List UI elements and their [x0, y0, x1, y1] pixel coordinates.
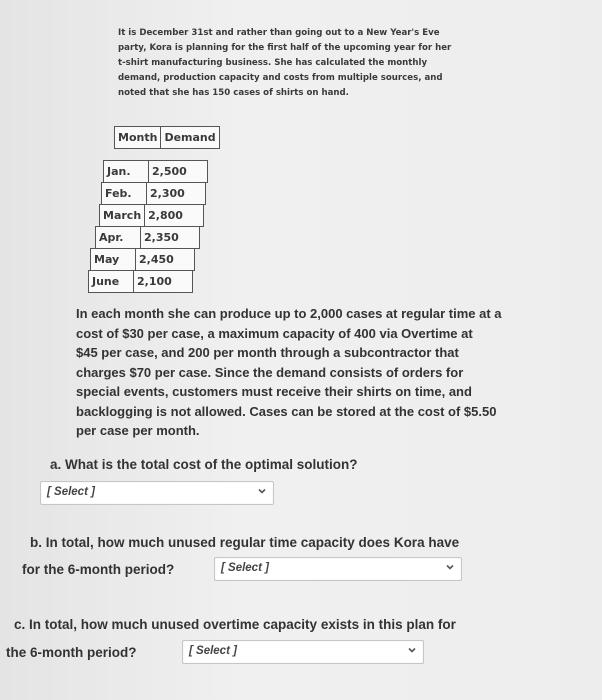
- header-month: Month: [115, 127, 161, 149]
- problem-paragraph: [76, 304, 586, 441]
- table-row: [99, 204, 204, 227]
- question-c-line1: c. In total, how much unused overtime capacity exists in this plan for: [14, 617, 456, 632]
- problem-line: In each month she can produce up to 2,000 cases at regular time at a: [76, 306, 502, 321]
- demand-cell: 2,450: [136, 249, 195, 271]
- month-cell: March: [100, 205, 145, 227]
- table-row: [88, 270, 193, 293]
- problem-line: backlogging is not allowed. Cases can be stored at the cost of $5.50: [76, 403, 497, 419]
- chevron-down-icon: [407, 645, 417, 655]
- intro-paragraph: [118, 26, 580, 101]
- problem-line: $45 per case, and 200 per month through a subcontractor that: [76, 345, 459, 360]
- demand-table-header: [114, 126, 220, 149]
- month-cell: May: [91, 249, 136, 271]
- problem-line: cost of $30 per case, a maximum capacity of 400 via Overtime at: [76, 325, 473, 341]
- table-row: [103, 160, 208, 183]
- answer-a-select[interactable]: [40, 481, 274, 505]
- demand-cell: 2,100: [134, 271, 193, 293]
- question-b-line1: b. In total, how much unused regular time capacity does Kora have: [30, 535, 460, 550]
- problem-line: per case per month.: [76, 423, 200, 438]
- demand-cell: 2,800: [145, 205, 204, 227]
- month-cell: Apr.: [96, 227, 141, 249]
- table-row: [101, 182, 206, 205]
- intro-line: party, Kora is planning for the first half of the upcoming year for her: [118, 43, 452, 53]
- demand-cell: 2,300: [147, 183, 206, 205]
- question-a: a. What is the total cost of the optimal solution?: [50, 457, 358, 472]
- intro-line: t-shirt manufacturing business. She has calculated the monthly: [118, 58, 428, 68]
- question-c-line2: the 6-month period?: [6, 645, 137, 660]
- table-header-row: [115, 127, 220, 149]
- month-cell: Feb.: [102, 183, 147, 205]
- answer-b-value: [ Select ]: [221, 562, 269, 574]
- problem-line: special events, customers must receive their shirts on time, and: [76, 384, 472, 399]
- month-cell: June: [89, 271, 134, 293]
- table-row: [90, 248, 195, 271]
- chevron-down-icon: [257, 486, 267, 496]
- demand-cell: 2,350: [141, 227, 200, 249]
- answer-c-select[interactable]: [182, 640, 424, 664]
- table-row: [95, 226, 200, 249]
- intro-line: demand, production capacity and costs from multiple sources, and: [118, 73, 443, 83]
- answer-c-value: [ Select ]: [189, 645, 237, 657]
- intro-line: It is December 31st and rather than going out to a New Year's Eve: [118, 28, 440, 38]
- answer-a-value: [ Select ]: [47, 486, 95, 498]
- month-cell: Jan.: [104, 161, 149, 183]
- question-b-line2: for the 6-month period?: [22, 562, 175, 577]
- problem-line: charges $70 per case. Since the demand consists of orders for: [76, 364, 464, 380]
- intro-line: noted that she has 150 cases of shirts on hand.: [118, 88, 349, 98]
- header-demand: Demand: [161, 127, 219, 149]
- answer-b-select[interactable]: [214, 557, 462, 581]
- chevron-down-icon: [445, 562, 455, 572]
- demand-cell: 2,500: [149, 161, 208, 183]
